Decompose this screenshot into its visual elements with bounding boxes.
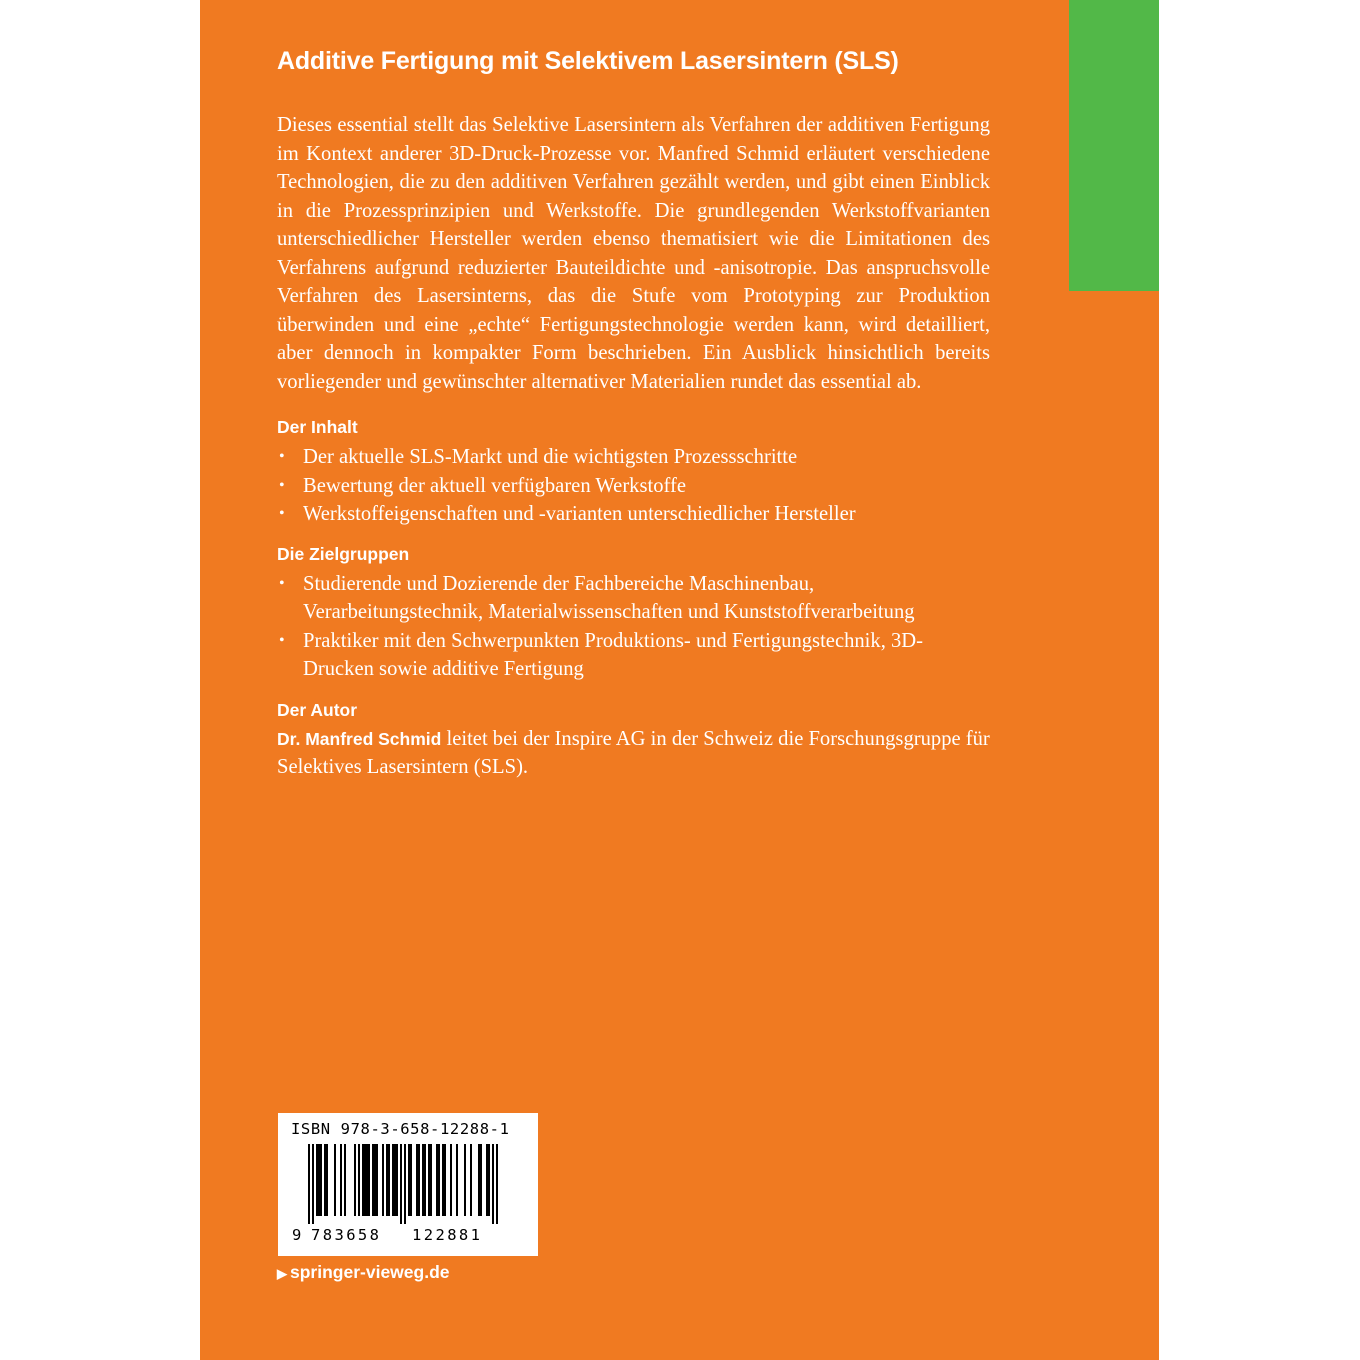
- barcode-bar: [480, 1144, 482, 1216]
- isbn-barcode: [278, 1113, 538, 1256]
- audience-item: [277, 570, 990, 627]
- isbn-label: ISBN 978-3-658-12288-1: [291, 1120, 510, 1138]
- audience-list: [277, 570, 990, 684]
- bullet-icon: •: [279, 505, 285, 522]
- contents-item: [277, 472, 990, 501]
- barcode-bar: [464, 1144, 466, 1216]
- barcode-bar: [450, 1144, 452, 1216]
- book-back-cover: [200, 0, 1159, 1360]
- barcode-bar: [422, 1144, 424, 1216]
- barcode-bar: [326, 1144, 328, 1216]
- barcode-bar: [354, 1144, 356, 1216]
- contents-item-text: Werkstoffeigenschaften und -varianten unterschiedlicher Hersteller: [303, 503, 856, 525]
- barcode-bar: [364, 1144, 366, 1216]
- barcode-bar: [312, 1144, 314, 1224]
- barcode-bar: [486, 1144, 488, 1216]
- cover-content: [277, 111, 990, 782]
- barcode-bar: [444, 1144, 446, 1216]
- barcode-bar: [418, 1144, 420, 1216]
- barcode-bar: [344, 1144, 346, 1216]
- barcode-bar: [388, 1144, 390, 1216]
- contents-list: [277, 443, 990, 529]
- barcode-bar: [408, 1144, 410, 1216]
- barcode-bar: [308, 1144, 310, 1224]
- barcode-bar: [442, 1144, 444, 1216]
- barcode-bar: [368, 1144, 370, 1216]
- audience-item: [277, 627, 990, 684]
- barcode-bar: [488, 1144, 490, 1216]
- barcode-bar: [324, 1144, 326, 1216]
- author-bio: [277, 725, 990, 782]
- barcode-bar: [320, 1144, 322, 1216]
- barcode-bar: [456, 1144, 458, 1216]
- barcode-bar: [428, 1144, 430, 1216]
- audience-item-text: Studierende und Dozierende der Fachbereiche Maschinenbau, Verarbeitungstechnik, Materialwissenschaften und Kunststoffverarbeitung: [303, 572, 915, 623]
- barcode-bar: [404, 1144, 406, 1224]
- barcode-bar: [340, 1144, 342, 1216]
- barcode-bar: [374, 1144, 376, 1216]
- bullet-icon: •: [279, 448, 285, 465]
- barcode-bar: [392, 1144, 394, 1216]
- arrow-right-icon: ▶: [277, 1266, 287, 1281]
- book-description: Dieses essential stellt das Selektive Lasersintern als Verfahren der additiven Fertigung im Kontext anderer 3D-Druck-Prozesse vor. Manfred Schmid erläutert verschiedene Technologien, die zu den additiven Verfahren gezählt werden, und gibt einen Einblick in die Prozessprinzipien und Werkstoffe. Die grundlegenden Werkstoffvarianten unterschiedlicher Hersteller werden ebenso thematisiert wie die Limitationen des Verfahrens aufgrund reduzierter Bauteildichte und -anisotropie. Das anspruchsvolle Verfahren des Lasersinterns, das die Stufe vom Prototyping zur Produktion überwinden und eine „echte“ Fertigungstechnologie werden kann, wird detailliert, aber dennoch in kompakter Form beschrieben. Ein Ausblick hinsichtlich bereits vorliegender und gewünschter alternativer Materialien rundet das essential ab.: [277, 114, 990, 393]
- barcode-bar: [394, 1144, 396, 1216]
- audience-item-text: Praktiker mit den Schwerpunkten Produktions- und Fertigungstechnik, 3D-Drucken sowie additive Fertigung: [303, 629, 924, 680]
- barcode-bar: [478, 1144, 480, 1216]
- contents-item: [277, 500, 990, 529]
- contents-heading: Der Inhalt: [277, 417, 358, 437]
- barcode-bars: [308, 1144, 498, 1224]
- barcode-bar: [382, 1144, 384, 1216]
- author-name: Dr. Manfred Schmid: [277, 728, 442, 749]
- barcode-digit-group-left: 783658: [311, 1226, 382, 1244]
- barcode-bar: [430, 1144, 432, 1216]
- audience-heading: Die Zielgruppen: [277, 543, 410, 564]
- barcode-bar: [492, 1144, 494, 1224]
- barcode-bar: [358, 1144, 360, 1216]
- barcode-bar: [386, 1144, 388, 1216]
- barcode-bar: [362, 1144, 364, 1216]
- barcode-bar: [410, 1144, 412, 1216]
- barcode-bar: [416, 1144, 418, 1216]
- contents-item: [277, 443, 990, 472]
- author-heading: Der Autor: [277, 699, 358, 720]
- barcode-bar: [436, 1144, 438, 1216]
- barcode-bar: [400, 1144, 402, 1224]
- barcode-first-digit: 9: [292, 1226, 302, 1244]
- barcode-bar: [376, 1144, 378, 1216]
- barcode-bar: [470, 1144, 472, 1216]
- bullet-icon: •: [279, 476, 285, 494]
- barcode-bar: [424, 1144, 426, 1216]
- barcode-bar: [366, 1144, 368, 1216]
- website-text: springer-vieweg.de: [290, 1262, 450, 1282]
- barcode-bar: [318, 1144, 320, 1216]
- barcode-bar: [396, 1144, 398, 1216]
- green-accent-tab: [1069, 0, 1159, 291]
- book-title: Additive Fertigung mit Selektivem Lasersintern (SLS): [277, 47, 899, 75]
- barcode-bar: [316, 1144, 318, 1216]
- contents-item-text: Der aktuelle SLS-Markt und die wichtigsten Prozessschritte: [303, 446, 798, 468]
- barcode-digit-group-right: 122881: [412, 1226, 483, 1244]
- barcode-bar: [372, 1144, 374, 1216]
- barcode-bar: [496, 1144, 498, 1224]
- barcode-bar: [438, 1144, 440, 1216]
- bullet-icon: •: [279, 631, 285, 649]
- bullet-icon: •: [279, 574, 285, 592]
- barcode-bar: [334, 1144, 336, 1216]
- publisher-website-link[interactable]: [277, 1262, 450, 1283]
- author-bio-text: leitet bei der Inspire AG in der Schweiz die Forschungsgruppe für Selektives Lasersintern (SLS).: [277, 727, 990, 778]
- contents-item-text: Bewertung der aktuell verfügbaren Werkstoffe: [303, 474, 686, 497]
